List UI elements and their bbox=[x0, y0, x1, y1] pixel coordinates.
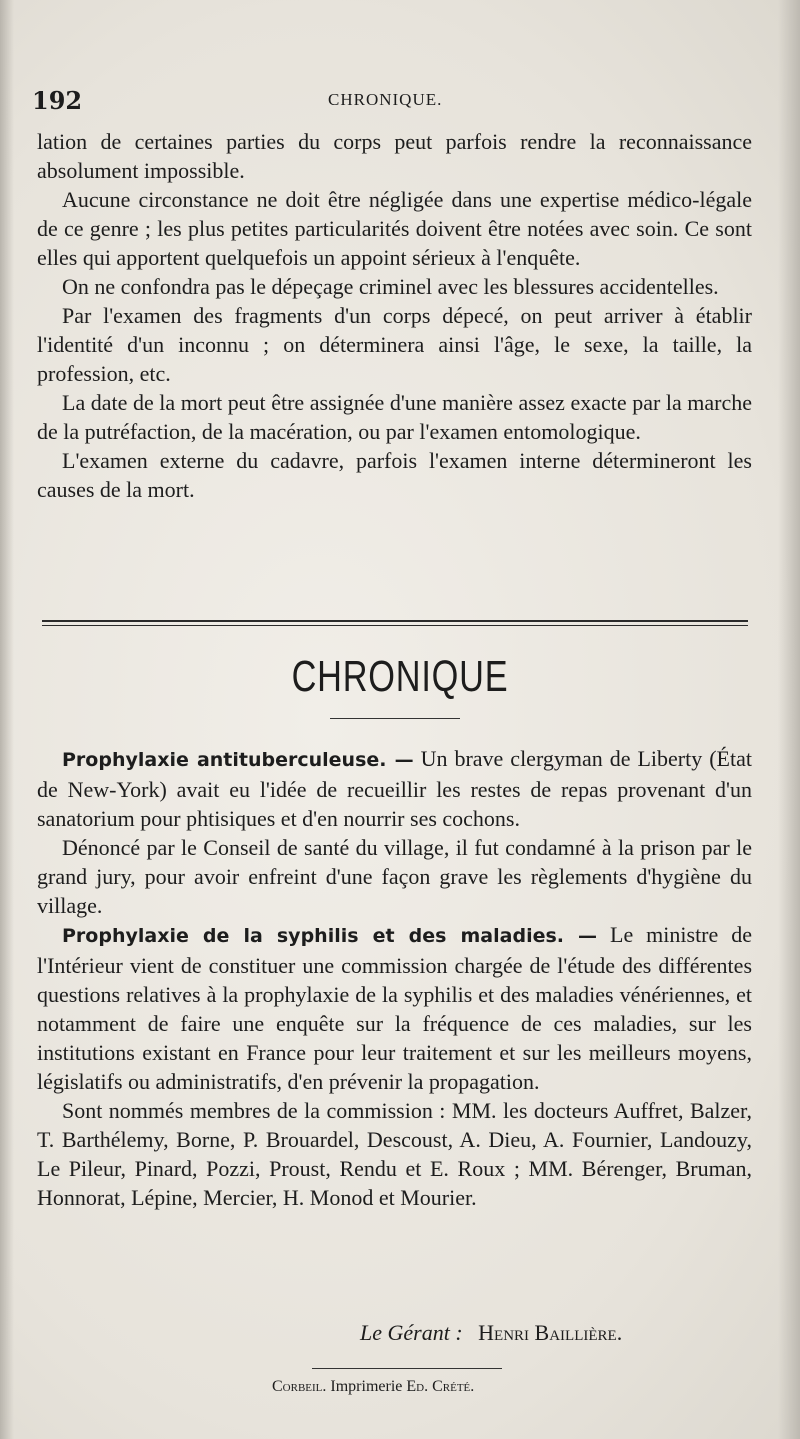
item-text: Dénoncé par le Conseil de santé du village, il fut condamné à la prison par le grand jury, pour avoir enfreint d'une façon grave les règlements d'hygiène du village. bbox=[37, 835, 752, 918]
item-text: Sont nommés membres de la commission : MM. les docteurs Auffret, Balzer, T. Barthélemy, Borne, P. Brouardel, Descoust, A. Dieu, A. Fournier, Landouzy, Le Pileur, Pinard, Pozzi, Proust, Rendu et E. Roux ; MM. Bérenger, Bruman, Honnorat, Lépine, Mercier, H. Monod et Mourier. bbox=[37, 1098, 752, 1210]
section-divider-thin bbox=[42, 625, 748, 626]
imprint-printer: Ed. Crété. bbox=[406, 1378, 475, 1395]
section-title: CHRONIQUE bbox=[291, 652, 509, 701]
imprint-line bbox=[272, 1378, 474, 1396]
page-header bbox=[32, 86, 752, 116]
section-divider bbox=[42, 620, 748, 622]
paragraph: Par l'examen des fragments d'un corps dépecé, on peut arriver à établir l'identité d'un inconnu ; on déterminera ainsi l'âge, le sexe, la taille, la profession, etc. bbox=[37, 303, 752, 386]
paragraph: On ne confondra pas le dépeçage criminel avec les blessures accidentelles. bbox=[62, 274, 719, 299]
signature-role: Le Gérant : bbox=[360, 1320, 463, 1345]
paragraph: Aucune circonstance ne doit être négligée dans une expertise médico-légale de ce genre ; les plus petites particularités doivent être notées avec soin. Ce sont elles qui apportent quelquefois un appoint sérieux à l'enquête. bbox=[37, 187, 752, 270]
intro-text bbox=[37, 127, 752, 504]
paragraph: La date de la mort peut être assignée d'une manière assez exacte par la marche de la putréfaction, de la macération, ou par l'examen entomologique. bbox=[37, 390, 752, 444]
item-heading: Prophylaxie antituberculeuse. — bbox=[62, 749, 414, 771]
item-text: Le ministre de l'Intérieur vient de constituer une commission chargée de l'étude des différentes questions relatives à la prophylaxie de la syphilis et des maladies vénériennes, et notamment de faire une enquête sur la fréquence de ces maladies, sur les institutions existant en France pour leur traitement et sur les meilleurs moyens, législatifs ou administratifs, d'en prévenir la propagation. bbox=[37, 922, 752, 1094]
page-number: 192 bbox=[32, 86, 83, 115]
item-text: Un brave clergyman de Liberty (État de New-York) avait eu l'idée de recueillir les restes de repas provenant d'un sanatorium pour phtisiques et d'en nourrir ses cochons. bbox=[37, 746, 752, 831]
news-item bbox=[37, 920, 752, 1096]
footer-divider bbox=[312, 1368, 502, 1369]
paragraph: L'examen externe du cadavre, parfois l'examen interne détermineront les causes de la mort. bbox=[37, 448, 752, 502]
chronique-text bbox=[37, 744, 752, 1212]
signature bbox=[360, 1320, 622, 1346]
page-edge-shadow-right bbox=[778, 0, 800, 1439]
running-head: CHRONIQUE. bbox=[328, 90, 443, 109]
item-heading: Prophylaxie de la syphilis et des maladies. — bbox=[62, 925, 598, 947]
news-item bbox=[37, 744, 752, 833]
imprint-city: Corbeil. bbox=[272, 1378, 327, 1395]
page-edge-shadow-left bbox=[0, 0, 14, 1439]
paragraph: lation de certaines parties du corps peut parfois rendre la reconnaissance absolument impossible. bbox=[37, 129, 752, 183]
signature-name: Henri Baillière. bbox=[478, 1320, 623, 1345]
title-underline bbox=[330, 718, 460, 719]
imprint-label: Imprimerie bbox=[330, 1378, 403, 1395]
news-item bbox=[37, 1096, 752, 1212]
news-item bbox=[37, 833, 752, 920]
